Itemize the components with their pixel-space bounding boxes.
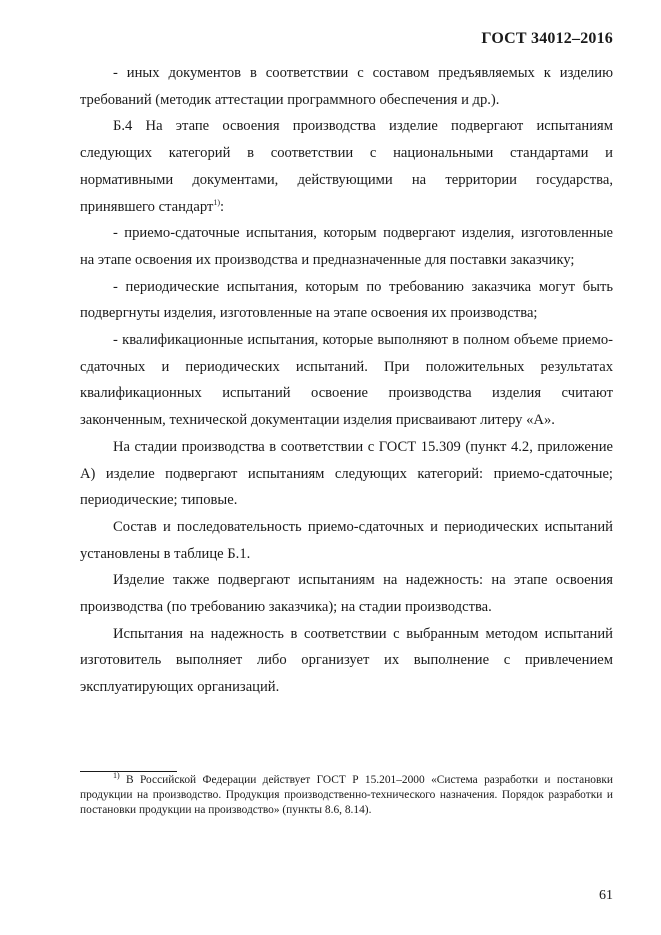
document-body <box>80 60 613 701</box>
paragraph-qualification-tests: - квалификационные испытания, которые выполняют в полном объеме приемо-сдаточных и периодических испытаний. При положительных результатах квалификационных испытаний освоение производства изделия считают законченным, технической документации изделия присваивают литеру «А». <box>80 332 613 429</box>
page-number: 61 <box>599 888 613 903</box>
document-header: ГОСТ 34012–2016 <box>481 30 613 47</box>
paragraph-acceptance-tests: - приемо-сдаточные испытания, которым подвергают изделия, изготовленные на этапе освоения их производства и предназначенные для поставки заказчику; <box>80 225 613 268</box>
paragraph-b4-colon: : <box>220 198 225 215</box>
paragraph-periodic-tests: - периодические испытания, которым по требованию заказчика могут быть подвергнуты изделия, изготовленные на этапе освоения их производства; <box>80 278 613 322</box>
paragraph-table-reference: Состав и последовательность приемо-сдаточных и периодических испытаний установлены в таблице Б.1. <box>80 518 613 562</box>
footnote-text: В Российской Федерации действует ГОСТ Р 15.201–2000 «Система разработки и постановки продукции на производство. Продукция производственно-технического назначения. Порядок разработки и постановки продукции на производство» (пункты 8.6, 8.14). <box>80 774 613 816</box>
paragraph-reliability-execution: Испытания на надежность в соответствии с выбранным методом испытаний изготовитель выполняет либо организует их выполнение с привлечением эксплуатирующих организаций. <box>80 625 613 696</box>
footnote-divider <box>80 771 177 772</box>
paragraph-b4-text: Б.4 На этапе освоения производства изделие подвергают испытаниям следующих категорий в соответствии с национальными стандартами и нормативными документами, действующими на территории государства, принявшего стандарт <box>80 118 613 215</box>
paragraph-reliability: Изделие также подвергают испытаниям на надежность: на этапе освоения производства (по требованию заказчика); на стадии производства. <box>80 572 613 616</box>
paragraph-production-stage: На стадии производства в соответствии с ГОСТ 15.309 (пункт 4.2, приложение А) изделие подвергают испытаниям следующих категорий: приемо-сдаточные; периодические; типовые. <box>80 438 613 509</box>
footnote-marker: 1) <box>113 771 120 781</box>
footnote <box>80 773 613 818</box>
footnote-reference: 1) <box>213 197 220 207</box>
paragraph-other-documents: - иных документов в соответствии с составом предъявляемых к изделию требований (методик аттестации программного обеспечения и др.). <box>80 65 613 108</box>
paragraph-b4 <box>80 113 613 220</box>
